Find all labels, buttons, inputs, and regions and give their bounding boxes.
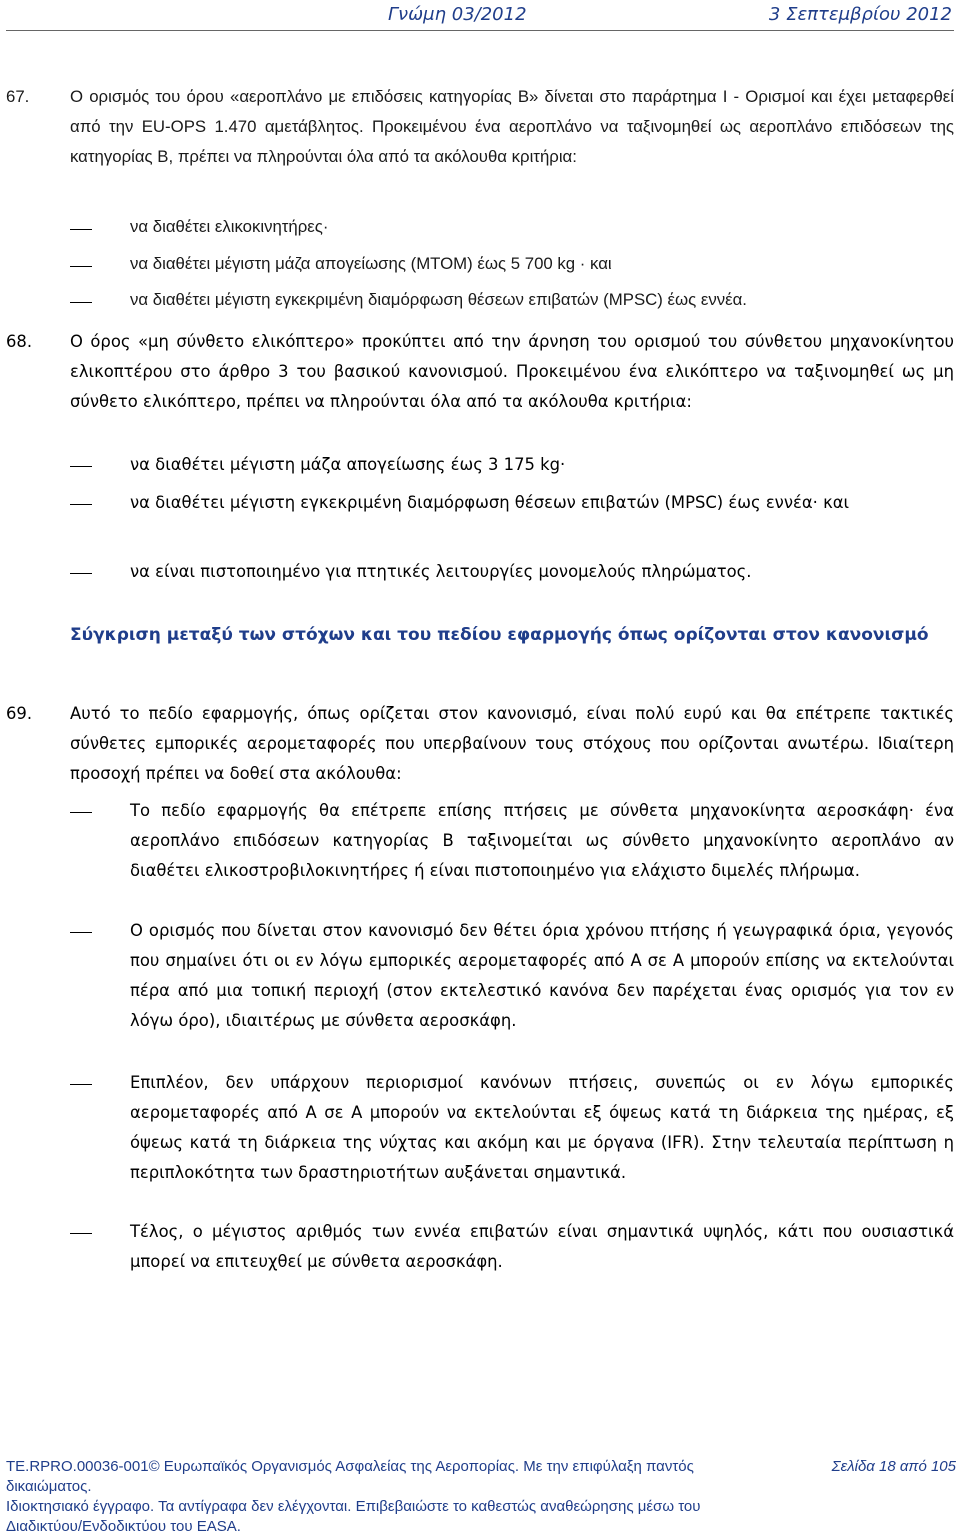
bullet-dash [70,1233,92,1234]
bullet-dash [70,302,92,303]
section-heading: Σύγκριση μεταξύ των στόχων και του πεδίου εφαρμογής όπως ορίζονται στον κανονισμό [70,625,929,645]
bullet-dash [70,466,92,467]
paragraph-number: 69. [6,704,33,723]
header-divider [6,30,954,31]
bullet-dash [70,1084,92,1085]
paragraph-67-text: Ο ορισμός του όρου «αεροπλάνο με επιδόσεις κατηγορίας Β» δίνεται στο παράρτημα I - Ορισμοί και έχει μεταφερθεί από την EU-OPS 1.470 αμετάβλητος. Προκειμένου ένα αεροπλάνο να ταξινομηθεί ως αεροπλάνο επιδόσεων της κατηγορίας Β, πρέπει να πληρούνται όλα από τα ακόλουθα κριτήρια: [70,87,954,166]
bullet-dash [70,573,92,574]
paragraph-number: 68. [6,332,33,351]
footer-text [6,1457,766,1537]
document-date: 3 Σεπτεμβρίου 2012 [768,4,952,25]
bullet-dash [70,266,92,267]
paragraph-67-bullet: να διαθέτει ελικοκινητήρες· [130,217,329,236]
paragraph-69-bullet: Το πεδίο εφαρμογής θα επέτρεπε επίσης πτήσεις με σύνθετα μηχανοκίνητα αεροσκάφη· ένα αεροπλάνο επιδόσεων κατηγορίας Β ταξινομείται ως σύνθετο μηχανοκίνητο αεροπλάνο αν διαθέτει ελικοστροβιλοκινητήρες ή είναι πιστοποιημένο για ελάχιστο διμελές πλήρωμα. [130,801,954,880]
paragraph-69-bullet: Ο ορισμός που δίνεται στον κανονισμό δεν θέτει όρια χρόνου πτήσης ή γεωγραφικά όρια, γεγονός που σημαίνει ότι οι εν λόγω εμπορικές αερομεταφορές από Α σε Α μπορούν επίσης να εκτελούνται πέρα από μια τοπική περιοχή (στον εκτελεστικό κανόνα δεν παρέχεται ένας ορισμός για τον εν λόγω όρο), ιδιαιτέρως με σύνθετα αεροσκάφη. [130,921,954,1030]
bullet-dash [70,812,92,813]
paragraph-69-bullet: Επιπλέον, δεν υπάρχουν περιορισμοί κανόνων πτήσεις, συνεπώς οι εν λόγω εμπορικές αερομεταφορές από Α σε Α μπορούν να εκτελούνται εξ όψεως κατά τη διάρκεια της ημέρας, εξ όψεως κατά τη διάρκεια της νύχτας και ακόμη και με όργανα (IFR). Στην τελευταία περίπτωση η περιπλοκότητα των δραστηριοτήτων αυξάνεται σημαντικά. [130,1073,954,1182]
paragraph-69-bullet: Τέλος, ο μέγιστος αριθμός των εννέα επιβατών είναι σημαντικά υψηλός, κάτι που ουσιαστικά μπορεί να επιτευχθεί με σύνθετα αεροσκάφη. [130,1222,954,1271]
paragraph-68-bullet: να διαθέτει μέγιστη μάζα απογείωσης έως 3 175 kg· [130,455,566,474]
paragraph-69-text: Αυτό το πεδίο εφαρμογής, όπως ορίζεται στον κανονισμό, είναι πολύ ευρύ και θα επέτρεπε τακτικές σύνθετες εμπορικές αερομεταφορές που υπερβαίνουν τους στόχους που ορίζονται ανωτέρω. Ιδιαίτερη προσοχή πρέπει να δοθεί στα ακόλουθα: [70,704,954,783]
paragraph-68-bullet: να διαθέτει μέγιστη εγκεκριμένη διαμόρφωση θέσεων επιβατών (MPSC) έως εννέα· και [130,493,850,512]
bullet-dash [70,229,92,230]
page-number: Σελίδα 18 από 105 [831,1458,956,1475]
footer-notice: Ιδιοκτησιακό έγγραφο. Τα αντίγραφα δεν ελέγχονται. Επιβεβαιώστε το καθεστώς αναθεώρησης μέσω του Διαδικτύου/Ενδοδικτύου του EASA. [6,1498,701,1535]
bullet-dash [70,504,92,505]
paragraph-number: 67. [6,87,30,106]
footer-copyright: TE.RPRO.00036-001© Ευρωπαϊκός Οργανισμός Ασφαλείας της Αεροπορίας. Με την επιφύλαξη παντός δικαιώματος. [6,1458,694,1495]
page-header [0,4,960,28]
paragraph-67-bullet: να διαθέτει μέγιστη μάζα απογείωσης (MTOM) έως 5 700 kg · και [130,254,612,273]
document-reference: Γνώμη 03/2012 [388,4,527,25]
paragraph-68-text: Ο όρος «μη σύνθετο ελικόπτερο» προκύπτει από την άρνηση του ορισμού του σύνθετου μηχανοκίνητου ελικοπτέρου στο άρθρο 3 του βασικού κανονισμού. Προκειμένου ένα ελικόπτερο να ταξινομηθεί ως μη σύνθετο ελικόπτερο, πρέπει να πληρούνται όλα από τα ακόλουθα κριτήρια: [70,332,954,411]
bullet-dash [70,932,92,933]
paragraph-68-bullet: να είναι πιστοποιημένο για πτητικές λειτουργίες μονομελούς πληρώματος. [130,562,752,581]
paragraph-67-bullet: να διαθέτει μέγιστη εγκεκριμένη διαμόρφωση θέσεων επιβατών (MPSC) έως εννέα. [130,290,747,309]
